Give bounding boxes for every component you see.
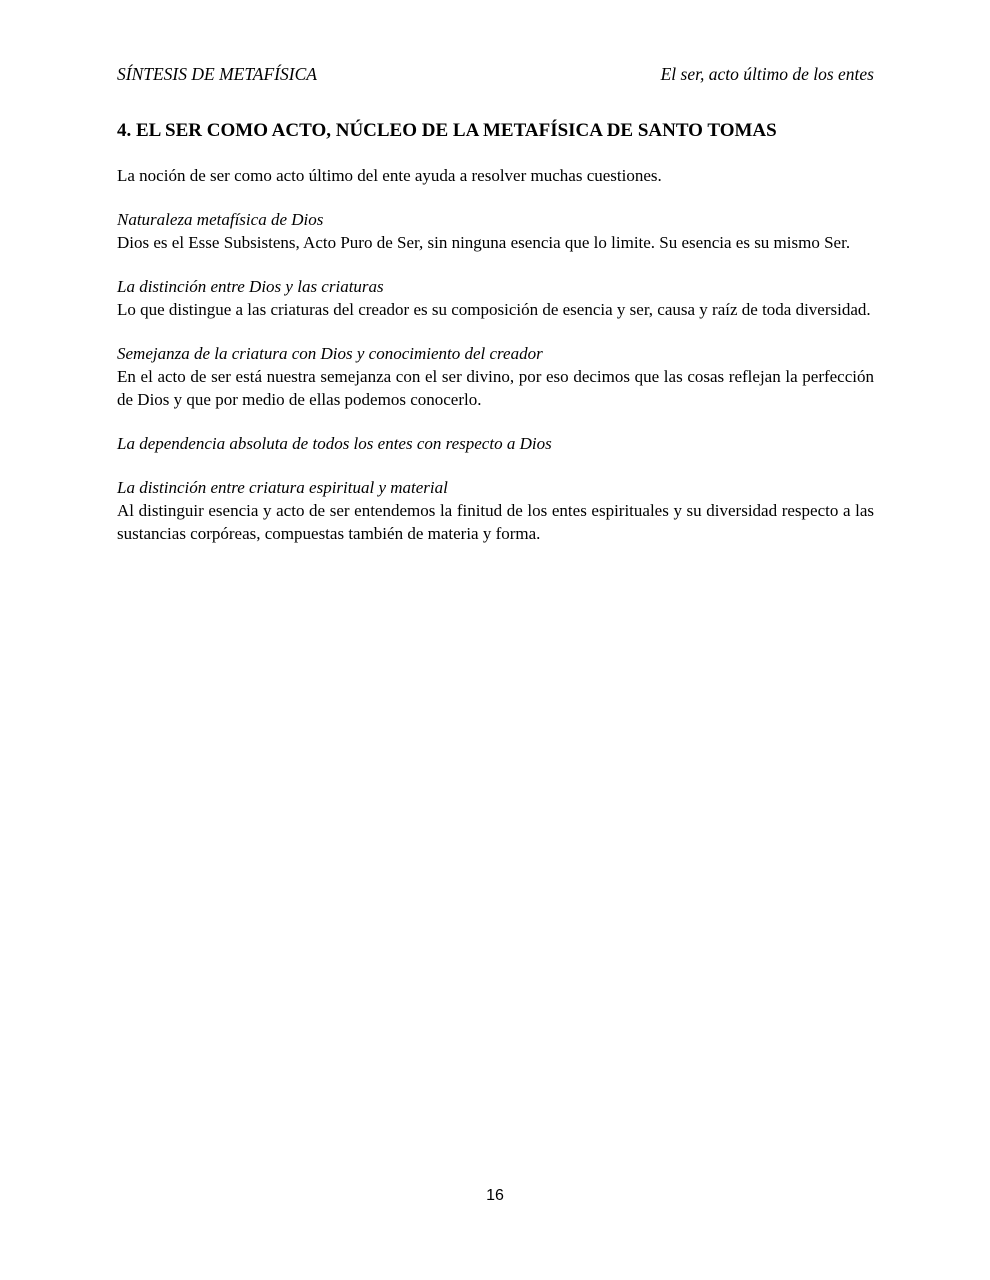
- subsection-body: Al distinguir esencia y acto de ser entendemos la finitud de los entes espirituales y su diversidad respecto a las sustancias corpóreas, compuestas también de materia y forma.: [117, 501, 874, 543]
- subsection: [117, 342, 874, 411]
- subsection: [117, 432, 874, 455]
- subsection: [117, 275, 874, 321]
- subsection-title: Naturaleza metafísica de Dios: [117, 210, 324, 229]
- subsection-body: Lo que distingue a las criaturas del creador es su composición de esencia y ser, causa y raíz de toda diversidad.: [117, 300, 871, 319]
- subsection-body: Dios es el Esse Subsistens, Acto Puro de Ser, sin ninguna esencia que lo limite. Su esencia es su mismo Ser.: [117, 233, 851, 252]
- subsection-title: La dependencia absoluta de todos los entes con respecto a Dios: [117, 434, 552, 453]
- subsection: [117, 476, 874, 545]
- page-header: [117, 63, 874, 86]
- subsection-title: La distinción entre Dios y las criaturas: [117, 277, 384, 296]
- subsection: [117, 208, 874, 254]
- header-chapter-title: El ser, acto último de los entes: [660, 64, 874, 84]
- page-number: 16: [486, 1187, 504, 1204]
- intro-paragraph: La noción de ser como acto último del ente ayuda a resolver muchas cuestiones.: [117, 166, 662, 185]
- subsection-body: En el acto de ser está nuestra semejanza con el ser divino, por eso decimos que las cosas reflejan la perfección de Dios y que por medio de ellas podemos conocerlo.: [117, 367, 874, 409]
- section-heading: 4. EL SER COMO ACTO, NÚCLEO DE LA METAFÍSICA DE SANTO TOMAS: [117, 120, 777, 141]
- subsection-title: La distinción entre criatura espiritual y material: [117, 478, 448, 497]
- header-running-title: SÍNTESIS DE METAFÍSICA: [117, 64, 317, 84]
- subsection-title: Semejanza de la criatura con Dios y conocimiento del creador: [117, 344, 543, 363]
